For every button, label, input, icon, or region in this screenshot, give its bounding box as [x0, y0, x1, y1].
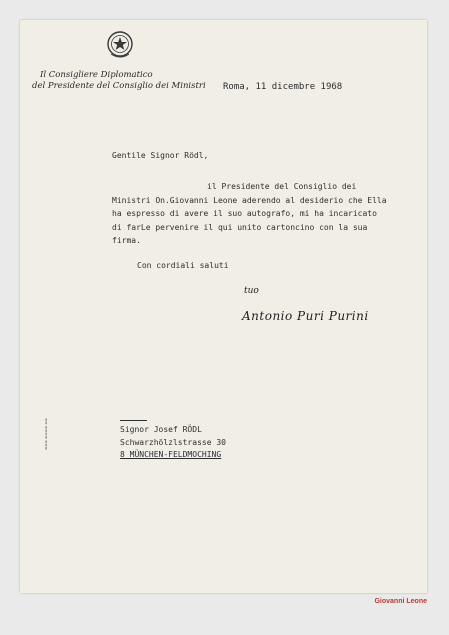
address-city: 8 MÜNCHEN-FELDMOCHING: [120, 450, 222, 459]
body-line: ha espresso di avere il suo autografo, mi ha incaricato: [112, 209, 377, 218]
recipient-address: [120, 424, 226, 462]
letter-sheet: [20, 20, 427, 593]
address-street: Schwarzhölzlstrasse 30: [120, 437, 226, 447]
address-divider: [120, 420, 147, 421]
address-name: Signor Josef RÖDL: [120, 425, 202, 434]
handwritten-prefix: tuo: [244, 286, 259, 296]
letterhead-line-2: del Presidente del Consiglio dei Ministri: [32, 81, 206, 91]
letterhead: [32, 70, 206, 92]
body-line: il Presidente del Consiglio dei: [207, 182, 357, 191]
body-line: Ministri On.Giovanni Leone aderendo al desiderio che Ella: [112, 195, 387, 205]
state-emblem-icon: [106, 30, 134, 60]
body-line: firma.: [112, 236, 141, 245]
handwritten-signature: Antonio Puri Purini: [242, 309, 369, 323]
letterhead-line-1: Il Consigliere Diplomatico: [40, 70, 153, 80]
closing-line: Con cordiali saluti: [137, 261, 229, 270]
printer-imprint: ▬▬▬ ▬▬▬▬ ▬▬: [44, 418, 48, 450]
salutation: Gentile Signor Rödl,: [112, 151, 209, 160]
image-caption: Giovanni Leone: [374, 598, 427, 605]
body-line: di farLe pervenire il qui unito cartoncino con la sua: [112, 222, 368, 232]
letter-date: Roma, 11 dicembre 1968: [223, 82, 343, 92]
letter-body: [112, 180, 387, 248]
